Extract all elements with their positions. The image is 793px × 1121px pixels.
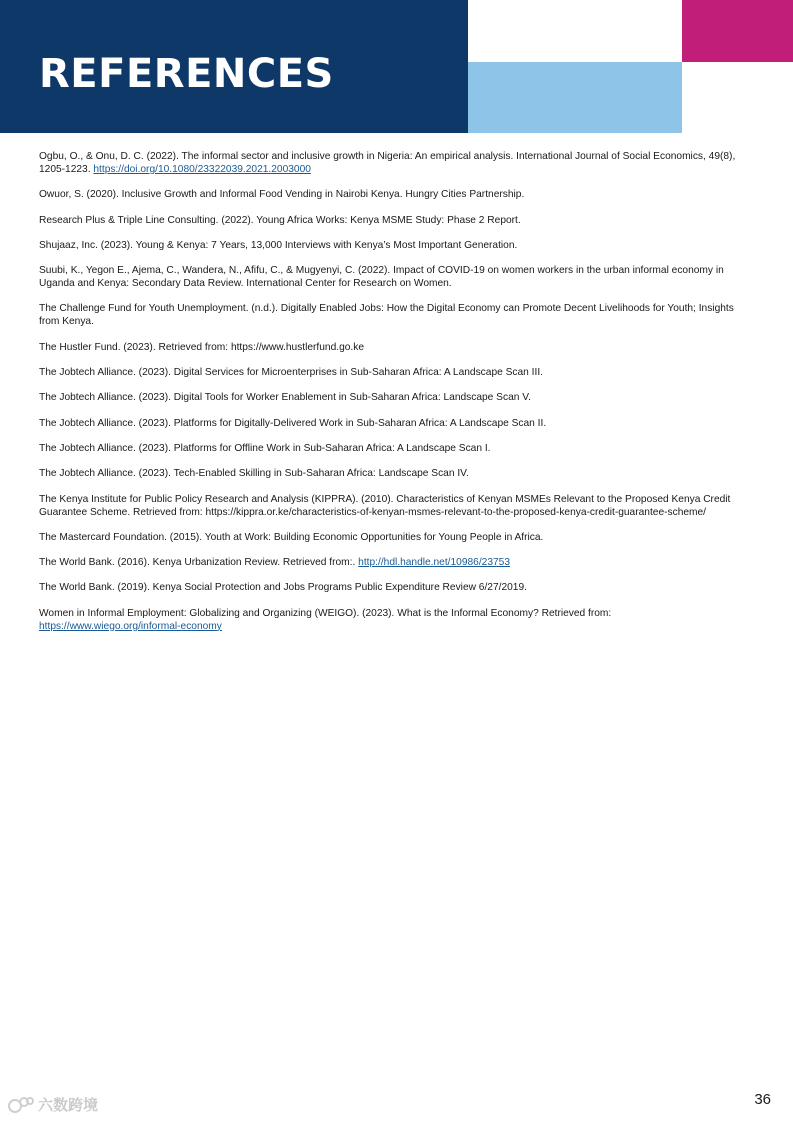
reference-item — [39, 341, 755, 354]
reference-text: The Jobtech Alliance. (2023). Digital Tools for Worker Enablement in Sub-Saharan Africa: Landscape Scan V. — [39, 392, 531, 404]
reference-item — [39, 493, 755, 519]
watermark-text: 六数跨境 — [38, 1097, 99, 1114]
reference-link[interactable]: https://www.wiego.org/informal-economy — [39, 620, 222, 632]
reference-list — [39, 150, 755, 645]
watermark-logo-icon — [8, 1096, 34, 1114]
reference-text: The Mastercard Foundation. (2015). Youth at Work: Building Economic Opportunities for Young People in Africa. — [39, 531, 544, 543]
page-number: 36 — [754, 1091, 771, 1108]
reference-item — [39, 302, 755, 328]
reference-text: Research Plus & Triple Line Consulting. (2022). Young Africa Works: Kenya MSME Study: Phase 2 Report. — [39, 214, 521, 226]
reference-item — [39, 366, 755, 379]
reference-link[interactable]: https://doi.org/10.1080/23322039.2021.2003000 — [93, 164, 311, 175]
reference-text: The Kenya Institute for Public Policy Research and Analysis (KIPPRA). (2010). Characteristics of Kenyan MSMEs Relevant to the Proposed Kenya Credit Guarantee Scheme. Retrieved from: https://kippra.or.ke/characteristics-of-kenyan-msmes-relevant-to-the-proposed-kenya-credit-guarantee-scheme/ — [39, 493, 731, 518]
decorative-blue-block — [468, 62, 682, 133]
watermark — [8, 1094, 98, 1115]
page-title: REFERENCES — [39, 51, 334, 97]
reference-text: The Challenge Fund for Youth Unemployment. (n.d.). Digitally Enabled Jobs: How the Digital Economy can Promote Decent Livelihoods for Youth; Insights from Kenya. — [39, 303, 734, 328]
reference-item — [39, 150, 755, 176]
reference-item — [39, 214, 755, 227]
reference-item — [39, 239, 755, 252]
reference-text: The Jobtech Alliance. (2023). Tech-Enabled Skilling in Sub-Saharan Africa: Landscape Scan IV. — [39, 468, 469, 480]
decorative-magenta-block — [682, 0, 793, 62]
reference-item — [39, 607, 755, 633]
reference-item — [39, 442, 755, 455]
reference-text: Women in Informal Employment: Globalizing and Organizing (WEIGO). (2023). What is the Informal Economy? Retrieved from: — [39, 607, 612, 619]
header-band — [0, 0, 468, 133]
reference-item — [39, 188, 755, 201]
reference-text: The Jobtech Alliance. (2023). Platforms for Digitally-Delivered Work in Sub-Saharan Africa: A Landscape Scan II. — [39, 417, 547, 429]
reference-item — [39, 531, 755, 544]
reference-text: The Hustler Fund. (2023). Retrieved from: https://www.hustlerfund.go.ke — [39, 341, 365, 353]
reference-text: Ogbu, O., & Onu, D. C. (2022). The informal sector and inclusive growth in Nigeria: An empirical analysis. International Journal of Social Economics, 49(8), 1205-1223. — [39, 151, 736, 175]
reference-text: Shujaaz, Inc. (2023). Young & Kenya: 7 Years, 13,000 Interviews with Kenya’s Most Important Generation. — [39, 239, 518, 251]
reference-text: Suubi, K., Yegon E., Ajema, C., Wandera, N., Afifu, C., & Mugyenyi, C. (2022). Impact of COVID-19 on women workers in the urban informal economy in Uganda and Kenya: Secondary Data Review. International Center for Research on Women. — [39, 265, 724, 290]
reference-text: The Jobtech Alliance. (2023). Digital Services for Microenterprises in Sub-Saharan Africa: A Landscape Scan III. — [39, 367, 543, 379]
reference-item — [39, 417, 755, 430]
reference-text: The Jobtech Alliance. (2023). Platforms for Offline Work in Sub-Saharan Africa: A Landscape Scan I. — [39, 442, 491, 454]
reference-text: The World Bank. (2016). Kenya Urbanization Review. Retrieved from:. — [39, 557, 359, 569]
reference-item — [39, 581, 755, 594]
reference-item — [39, 264, 755, 290]
reference-item — [39, 556, 755, 569]
reference-item — [39, 391, 755, 404]
reference-link[interactable]: http://hdl.handle.net/10986/23753 — [358, 557, 510, 569]
reference-text: Owuor, S. (2020). Inclusive Growth and Informal Food Vending in Nairobi Kenya. Hungry Cities Partnership. — [39, 189, 525, 201]
reference-text: The World Bank. (2019). Kenya Social Protection and Jobs Programs Public Expenditure Review 6/27/2019. — [39, 582, 527, 594]
reference-item — [39, 467, 755, 480]
